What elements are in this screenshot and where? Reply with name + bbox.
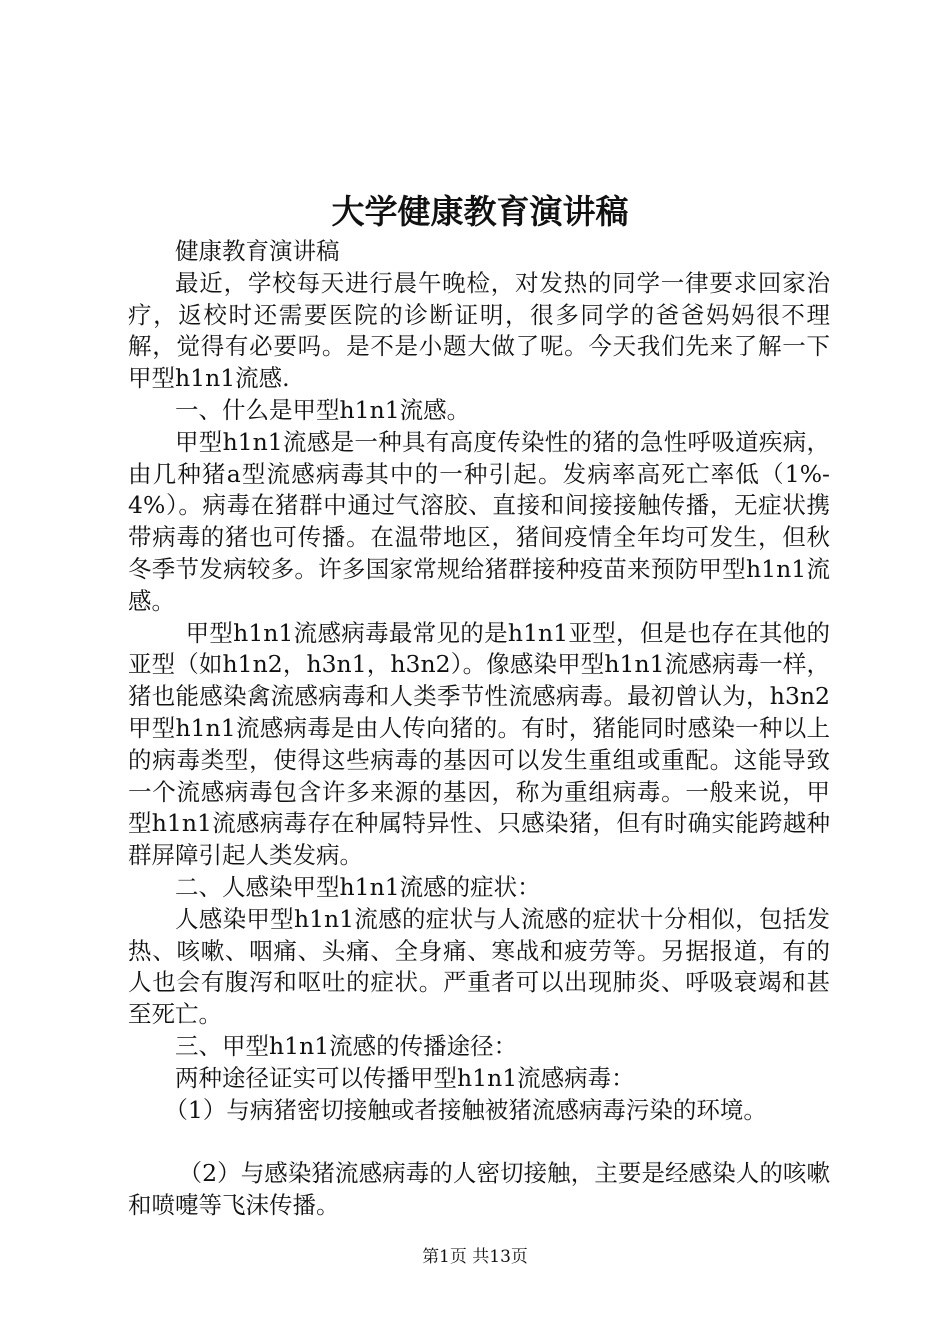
intro-paragraph: 最近，学校每天进行晨午晚检，对发热的同学一律要求回家治疗，返校时还需要医院的诊断证明，很多同学的爸爸妈妈很不理解，觉得有必要吗。是不是小题大做了呢。今天我们先来了解一下甲型h1n1流感.	[128, 268, 830, 393]
section-heading-1: 一、什么是甲型h1n1流感。	[175, 395, 471, 424]
body-paragraph: 甲型h1n1流感病毒最常见的是h1n1亚型，但是也存在其他的亚型（如h1n2，h3n1，h3n2）。像感染甲型h1n1流感病毒一样，猪也能感染禽流感病毒和人类季节性流感病毒。最初曾认为，h3n2甲型h1n1流感病毒是由人传向猪的。有时，猪能同时感染一种以上的病毒类型，使得这些病毒的基因可以发生重组或重配。这能导致一个流感病毒包含许多来源的基因，称为重组病毒。一般来说，甲型h1n1流感病毒存在种属特异性、只感染猪，但有时确实能跨越种群屏障引起人类发病。	[128, 618, 830, 870]
document-body	[128, 236, 830, 1222]
list-item: （1）与病猪密切接触或者接触被猪流感病毒污染的环境。	[164, 1095, 767, 1124]
body-paragraph: 人感染甲型h1n1流感的症状与人流感的症状十分相似，包括发热、咳嗽、咽痛、头痛、全身痛、寒战和疲劳等。另据报道，有的人也会有腹泻和呕吐的症状。严重者可以出现肺炎、呼吸衰竭和甚至死亡。	[128, 904, 830, 1029]
page-number-footer: 第1页 共13页	[422, 1247, 528, 1267]
body-paragraph: 两种途径证实可以传播甲型h1n1流感病毒：	[175, 1063, 635, 1092]
subtitle-paragraph: 健康教育演讲稿	[175, 237, 340, 265]
section-heading-3: 三、甲型h1n1流感的传播途径：	[175, 1031, 518, 1060]
section-heading-2: 二、人感染甲型h1n1流感的症状：	[175, 872, 541, 901]
list-item: （2）与感染猪流感病毒的人密切接触，主要是经感染人的咳嗽和喷嚏等飞沫传播。	[128, 1159, 830, 1219]
body-paragraph: 甲型h1n1流感是一种具有高度传染性的猪的急性呼吸道疾病，由几种猪a型流感病毒其中的一种引起。发病率高死亡率低（1%-4%）。病毒在猪群中通过气溶胶、直接和间接接触传播，无症状携带病毒的猪也可传播。在温带地区，猪间疫情全年均可发生，但秋冬季节发病较多。许多国家常规给猪群接种疫苗来预防甲型h1n1流感。	[128, 427, 830, 615]
blank-line	[128, 1126, 830, 1158]
document-title: 大学健康教育演讲稿	[331, 192, 629, 231]
